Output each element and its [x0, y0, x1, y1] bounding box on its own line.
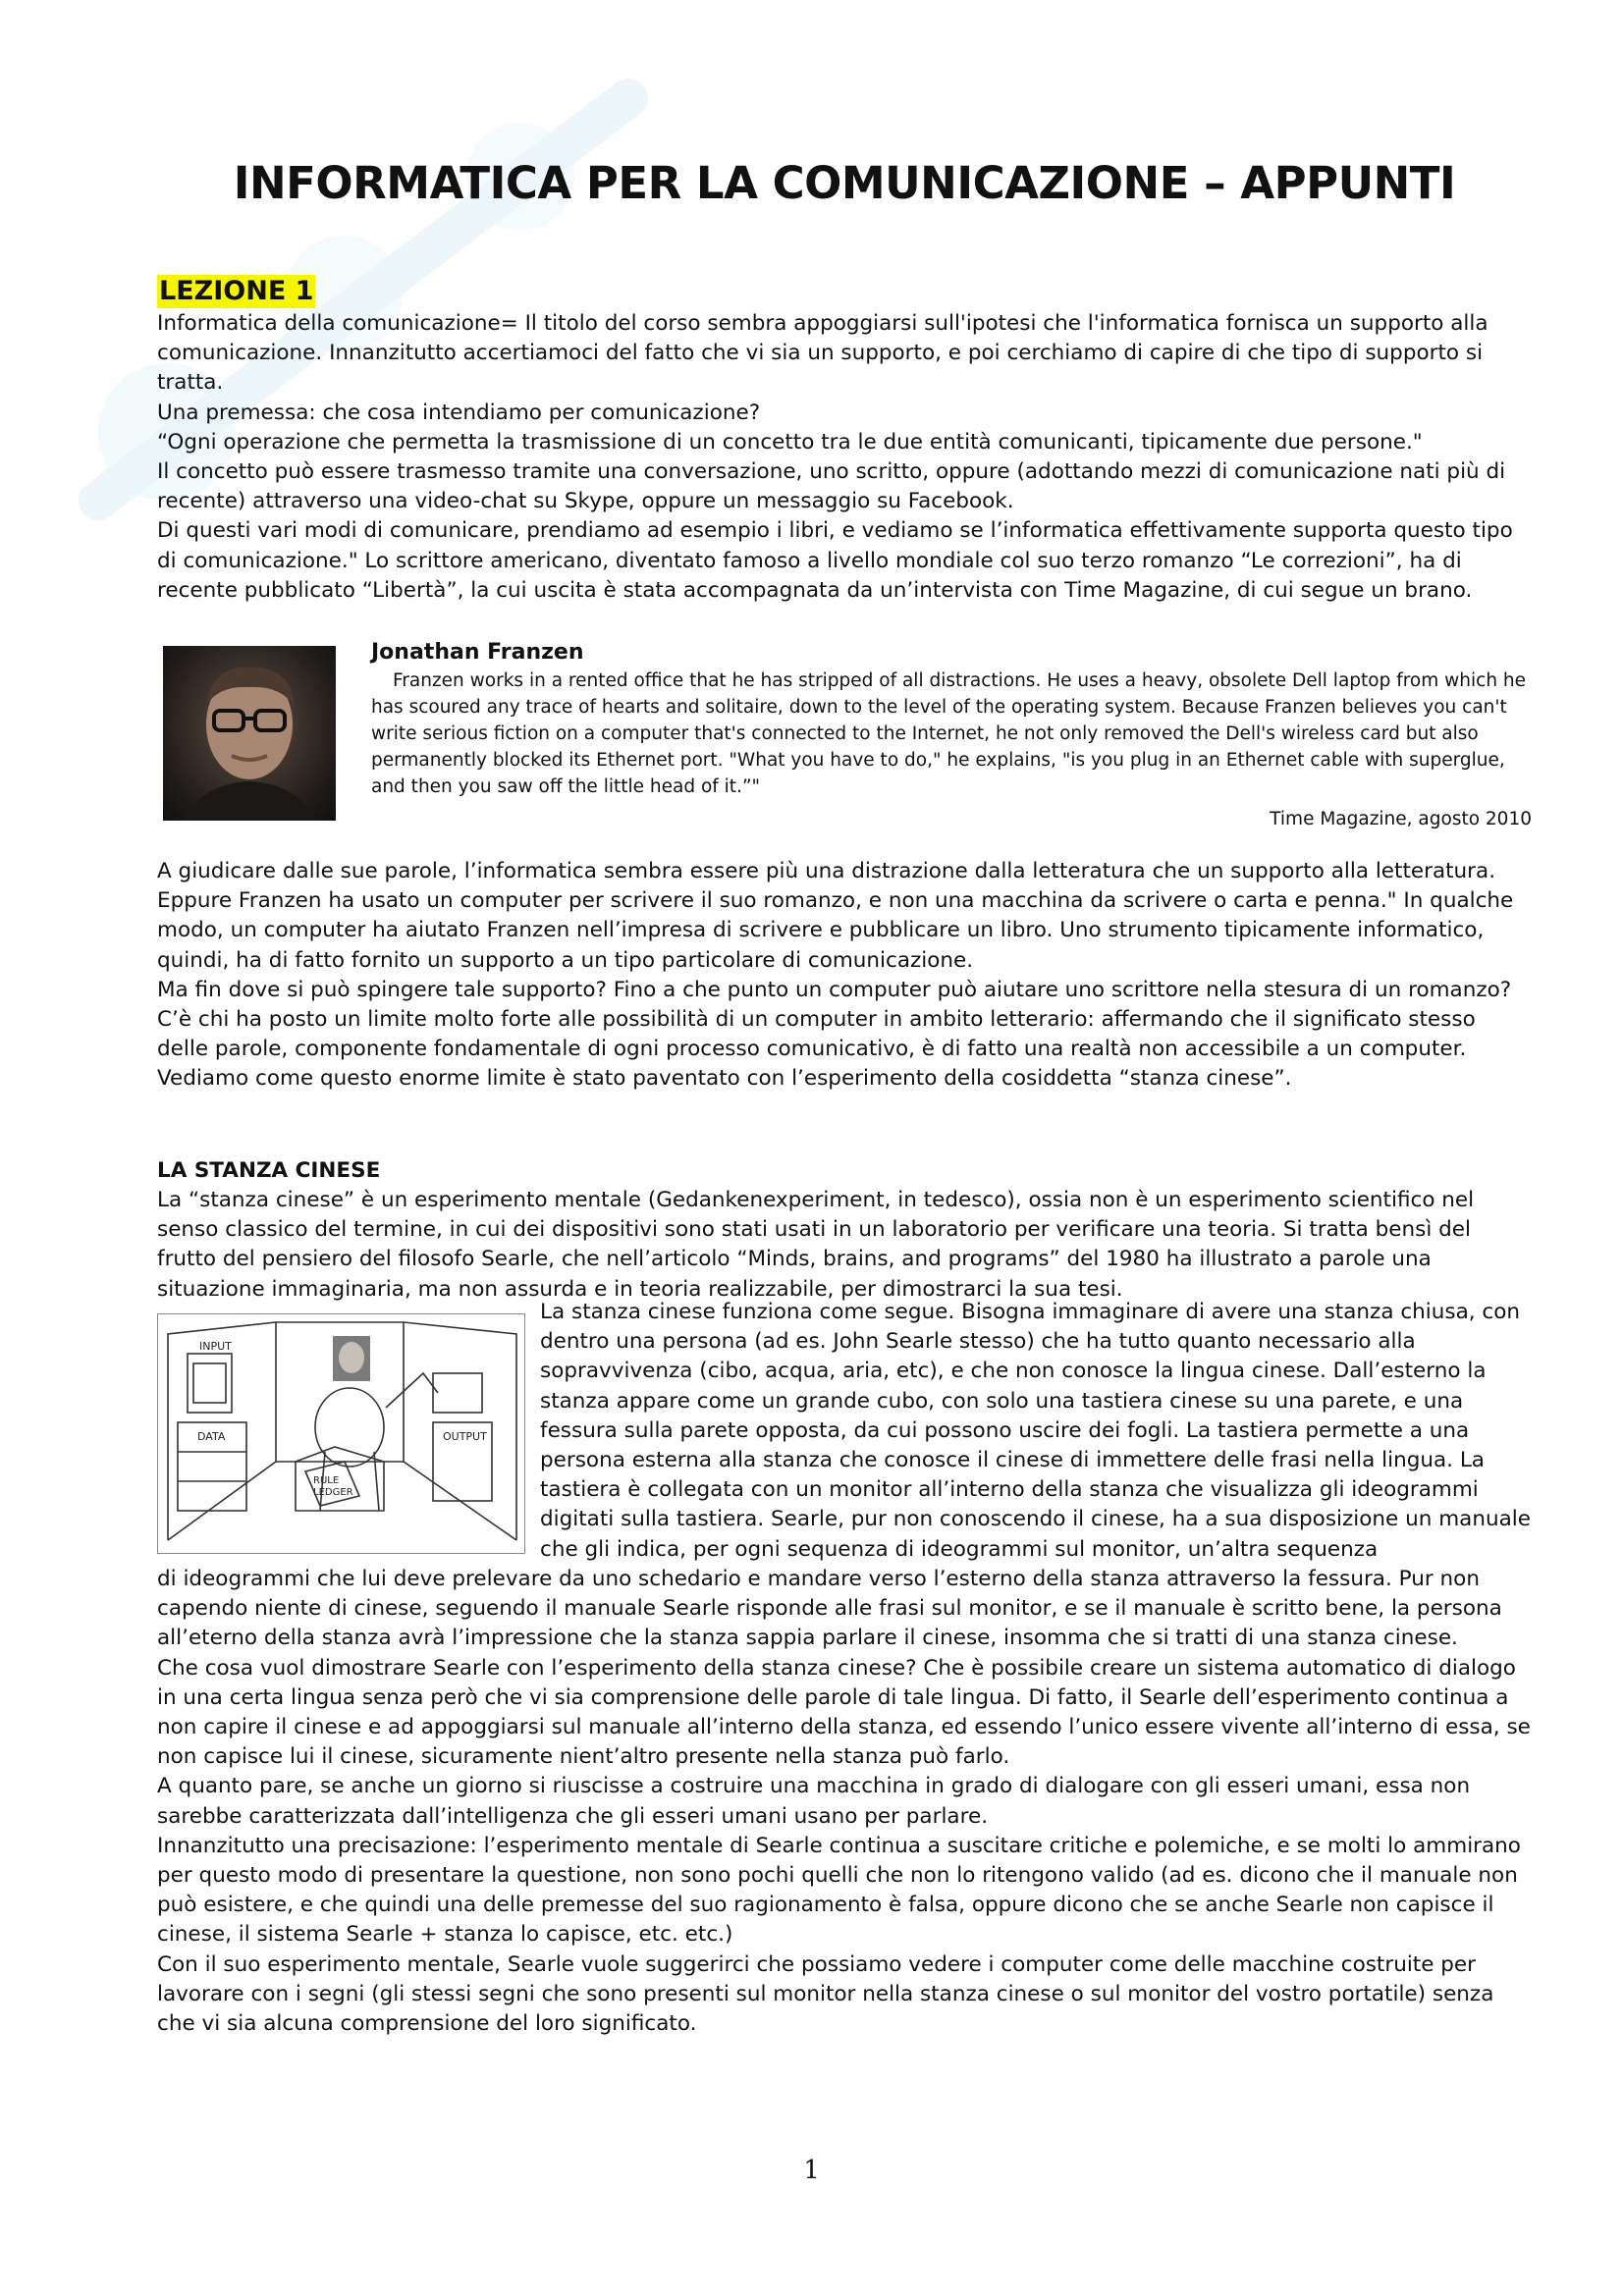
chinese-room-drawing: [158, 1314, 524, 1553]
intro-paragraph-1: Informatica della comunicazione= Il titolo del corso sembra appoggiarsi sull'ipotesi che l'informatica fornisca un supporto alla comunicazione. Innanzitutto accertiamoci del fatto che vi sia un supporto, e poi cerchiamo di capire di che tipo di supporto si tratta.: [157, 311, 1488, 396]
figure-label-ledger: LEDGER: [313, 1487, 353, 1498]
lesson-heading: LEZIONE 1: [159, 276, 314, 306]
final-paragraph-4: Con il suo esperimento mentale, Searle vuole suggerirci che possiamo vedere i computer come delle macchine costruite per lavorare con i segni (gli stessi segni che sono presenti sul monitor nella stanza cinese o sul monitor del vostro portatile) senza che vi sia alcuna comprensione del loro significato.: [157, 1951, 1494, 2037]
stanza-wrap-section: [540, 1298, 1532, 1565]
portrait-drawing: [163, 646, 336, 821]
final-paragraph-3: Innanzitutto una precisazione: l’esperimento mentale di Searle continua a suscitare critiche e polemiche, e se molti lo ammirano per questo modo di presentare la questione, non sono pochi quelli che non lo ritengono valido (ad es. dicono che il manuale non può esistere, e che quindi una delle premesse del suo ragionamento è falsa, oppure dicono che se anche Searle non capisce il cinese, il sistema Searle + stanza lo capisce, etc. etc.): [157, 1833, 1521, 1948]
final-paragraph-1: Che cosa vuol dimostrare Searle con l’esperimento della stanza cinese? Che è possibile creare un sistema automatico di dialogo in una certa lingua senza però che vi sia comprensione delle parole di tale lingua. Di fatto, il Searle dell’esperimento continua a non capire il cinese e ad appoggiarsi sul manuale all’interno della stanza, ed essendo l’unico essere vivente all’interno di essa, se non capisce lui il cinese, sicuramente nient’altro presente nella stanza può farlo.: [157, 1655, 1531, 1770]
intro-paragraph-5: Di questi vari modi di comunicare, prendiamo ad esempio i libri, e vediamo se l’informatica effettivamente supporta questo tipo di comunicazione." Lo scrittore americano, diventato famoso a livello mondiale col suo terzo romanzo “Le correzioni”, ha di recente pubblicato “Libertà”, la cui uscita è stata accompagnata da un’intervista con Time Magazine, di cui segue un brano.: [157, 518, 1513, 603]
intro-paragraph-2: Una premessa: che cosa intendiamo per comunicazione?: [157, 400, 761, 425]
figure-label-data: DATA: [197, 1430, 226, 1443]
intro-section: [157, 309, 1532, 606]
figure-label-input: INPUT: [199, 1340, 232, 1353]
stanza-intro-section: [157, 1186, 1532, 1305]
stanza-wrap-paragraph: La stanza cinese funziona come segue. Bisogna immaginare di avere una stanza chiusa, con dentro una persona (ad es. John Searle stesso) che ha tutto quanto necessario alla sopravvivenza (cibo, acqua, aria, etc), e che non conosce la lingua cinese. Dall’esterno la stanza appare come un grande cubo, con solo una tastiera cinese su una parete, e una fessura sulla parete opposta, da cui possono uscire dei fogli. La tastiera permette a una persona esterna alla stanza che conosce il cinese di immettere delle frasi nella lingua. La tastiera è collegata con un monitor all’interno della stanza che visualizza gli ideogrammi digitati sulla tastiera. Searle, pur non conoscendo il cinese, ha a sua disposizione un manuale che gli indica, per ogni sequenza di ideogrammi sul monitor, un’altra sequenza: [540, 1300, 1531, 1562]
figure-label-rule: RULE: [313, 1475, 340, 1486]
quote-block: [371, 638, 1532, 832]
intro-paragraph-3: “Ogni operazione che permetta la trasmissione di un concetto tra le due entità comunicanti, tipicamente due persone.": [157, 429, 1423, 454]
intro-paragraph-4: Il concetto può essere trasmesso tramite una conversazione, uno scritto, oppure (adottando mezzi di comunicazione nati più di recente) attraverso una video-chat su Skype, oppure un messaggio su Facebook.: [157, 459, 1506, 514]
middle-paragraph-1: A giudicare dalle sue parole, l’informatica sembra essere più una distrazione dalla letteratura che un supporto alla letteratura. Eppure Franzen ha usato un computer per scrivere il suo romanzo, e non una macchina da scrivere o carta e penna." In qualche modo, un computer ha aiutato Franzen nell’impresa di scrivere e pubblicare un libro. Uno strumento tipicamente informatico, quindi, ha di fatto fornito un supporto a un tipo particolare di comunicazione.: [157, 859, 1514, 973]
middle-section: [157, 857, 1532, 1095]
document-title: INFORMATICA PER LA COMUNICAZIONE – APPUNTI: [233, 157, 1456, 209]
figure-label-output: OUTPUT: [443, 1430, 487, 1443]
quote-source: Time Magazine, agosto 2010: [1270, 809, 1532, 829]
final-paragraph-2: A quanto pare, se anche un giorno si riuscisse a costruire una macchina in grado di dialogare con gli esseri umani, essa non sarebbe caratterizzata dall’intelligenza che gli esseri umani usano per parlare.: [157, 1774, 1471, 1829]
stanza-continue-paragraph: di ideogrammi che lui deve prelevare da uno schedario e mandare verso l’esterno della stanza attraverso la fessura. Pur non capendo niente di cinese, seguendo il manuale Searle risponde alle frasi sul monitor, e se il manuale è scritto bene, la persona all’eterno della stanza avrà l’impressione che la stanza sappia parlare il cinese, insomma che si tratti di una stanza cinese.: [157, 1567, 1502, 1651]
middle-paragraph-2: Ma fin dove si può spingere tale supporto? Fino a che punto un computer può aiutare uno scrittore nella stesura di un romanzo? C’è chi ha posto un limite molto forte alle possibilità di un computer in ambito letterario: affermando che il significato stesso delle parole, componente fondamentale di ogni processo comunicativo, è di fatto una realtà non accessibile a un computer. Vediamo come questo enorme limite è stato paventato con l’esperimento della cosiddetta “stanza cinese”.: [157, 977, 1512, 1092]
chinese-room-illustration: [157, 1313, 525, 1554]
final-section: [157, 1565, 1532, 2039]
stanza-intro-paragraph: La “stanza cinese” è un esperimento mentale (Gedankenexperiment, in tedesco), ossia non è un esperimento scientifico nel senso classico del termine, in cui dei dispositivi sono stati usati in un laboratorio per verificare una teoria. Si tratta bensì del frutto del pensiero del filosofo Searle, che nell’articolo “Minds, brains, and programs” del 1980 ha illustrato a parole una situazione immaginaria, ma non assurda e in teoria realizzabile, per dimostrarci la sua tesi.: [157, 1188, 1475, 1302]
page-number: 1: [803, 2156, 820, 2185]
stanza-cinese-heading: LA STANZA CINESE: [157, 1158, 381, 1183]
quote-text: Franzen works in a rented office that he has stripped of all distractions. He uses a heavy, obsolete Dell laptop from which he has scoured any trace of hearts and solitaire, down to the level of the operating system. Because Franzen believes you can't write serious fiction on a computer that's connected to the Internet, he not only removed the Dell's wireless card but also permanently blocked its Ethernet port. "What you have to do," he explains, "is you plug in an Ethernet cable with superglue, and then you saw off the little head of it.”": [371, 670, 1527, 797]
franzen-portrait-photo: [163, 646, 336, 821]
quote-author: Jonathan Franzen: [371, 640, 584, 665]
